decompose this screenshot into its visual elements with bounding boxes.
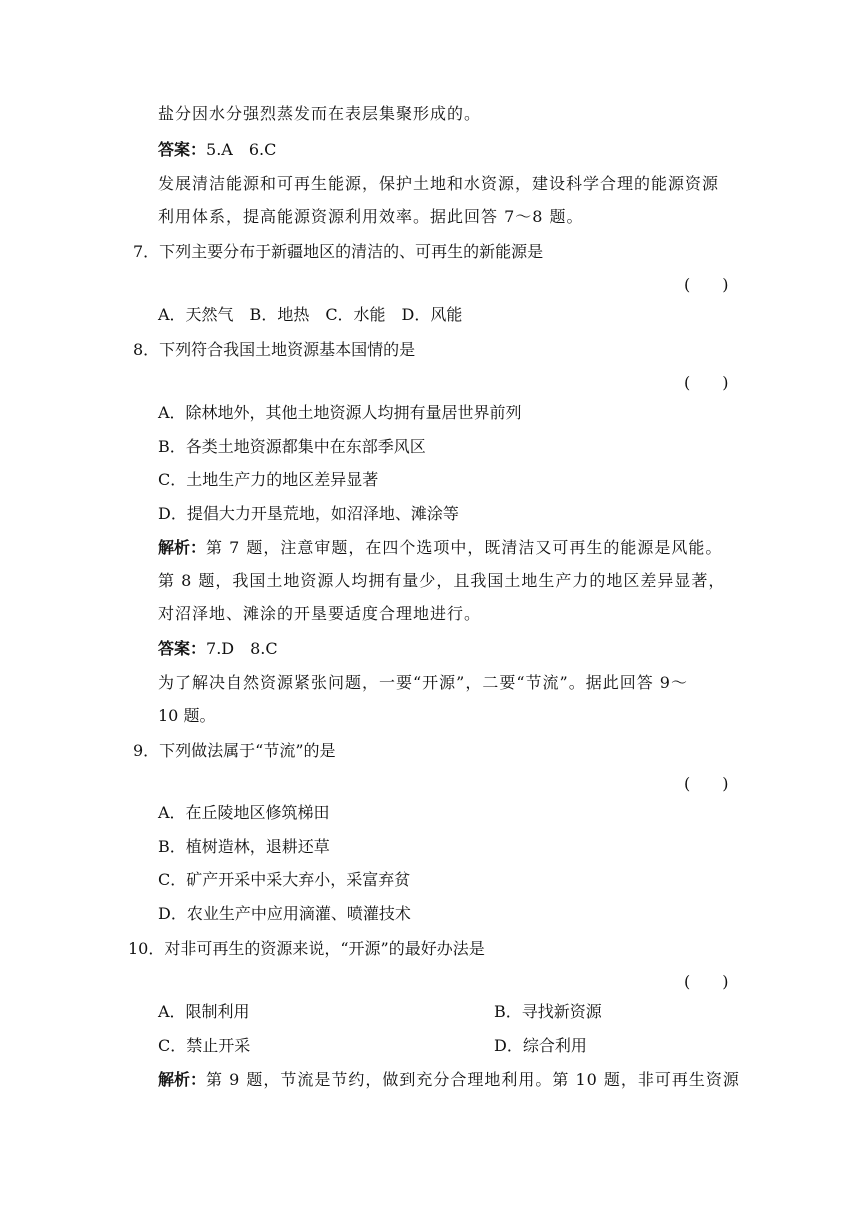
- text-line: 盐分因水分强烈蒸发而在表层集聚形成的。: [158, 104, 482, 123]
- question-9-stem: 9．下列做法属于“节流”的是: [133, 741, 336, 760]
- option-d: D．提倡大力开垦荒地，如沼泽地、滩涂等: [158, 504, 459, 523]
- analysis-line: 第 8 题，我国土地资源人均拥有量少，且我国土地生产力的地区差异显著，: [158, 571, 726, 590]
- option-d: D．农业生产中应用滴灌、喷灌技术: [158, 904, 411, 923]
- option-a: A．限制利用: [158, 1002, 250, 1021]
- analysis-line: 对沼泽地、滩涂的开垦要适度合理地进行。: [158, 604, 482, 623]
- question-8-stem: 8．下列符合我国土地资源基本国情的是: [133, 340, 416, 359]
- option-b: B．各类土地资源都集中在东部季风区: [158, 437, 426, 456]
- answer-label: 答案：: [158, 639, 207, 658]
- analysis-line: [158, 1069, 740, 1091]
- option-c: C．土地生产力的地区差异显著: [158, 470, 379, 489]
- intro-line: 为了解决自然资源紧张问题，一要“开源”，二要“节流”。据此回答 9～: [158, 673, 688, 692]
- intro-line: 发展清洁能源和可再生能源，保护土地和水资源，建设科学合理的能源资源: [158, 174, 720, 193]
- analysis-label: 解析：: [158, 538, 207, 557]
- answer-line: [158, 139, 276, 161]
- option-b: B．寻找新资源: [494, 1002, 602, 1021]
- answer-blank: ( ): [684, 373, 729, 392]
- answer-blank: ( ): [684, 774, 729, 793]
- option-c: C．矿产开采中采大弃小，采富弃贫: [158, 870, 411, 889]
- option-d: D．综合利用: [494, 1036, 587, 1055]
- answer-value: 5.A 6.C: [206, 140, 277, 159]
- question-7-options: A．天然气 B．地热 C．水能 D．风能: [158, 305, 463, 324]
- option-b: B．植树造林，退耕还草: [158, 837, 330, 856]
- answer-value: 7.D 8.C: [206, 639, 278, 658]
- option-a: A．除林地外，其他土地资源人均拥有量居世界前列: [158, 403, 522, 422]
- question-10-stem: 10．对非可再生的资源来说，“开源”的最好办法是: [128, 939, 485, 958]
- intro-line: 10 题。: [158, 706, 216, 725]
- answer-label: 答案：: [158, 140, 207, 159]
- option-c: C．禁止开采: [158, 1036, 251, 1055]
- intro-line: 利用体系，提高能源资源利用效率。据此回答 7～8 题。: [158, 207, 584, 226]
- option-a: A．在丘陵地区修筑梯田: [158, 803, 330, 822]
- analysis-label: 解析：: [158, 1070, 207, 1089]
- question-7-stem: 7．下列主要分布于新疆地区的清洁的、可再生的新能源是: [133, 242, 544, 261]
- analysis-text: 第 7 题，注意审题，在四个选项中，既清洁又可再生的能源是风能。: [206, 538, 723, 557]
- analysis-line: [158, 537, 722, 559]
- analysis-text: 第 9 题，节流是节约，做到充分合理地利用。第 10 题，非可再生资源: [206, 1070, 740, 1089]
- answer-blank: ( ): [684, 275, 729, 294]
- answer-line: [158, 638, 278, 660]
- answer-blank: ( ): [684, 972, 729, 991]
